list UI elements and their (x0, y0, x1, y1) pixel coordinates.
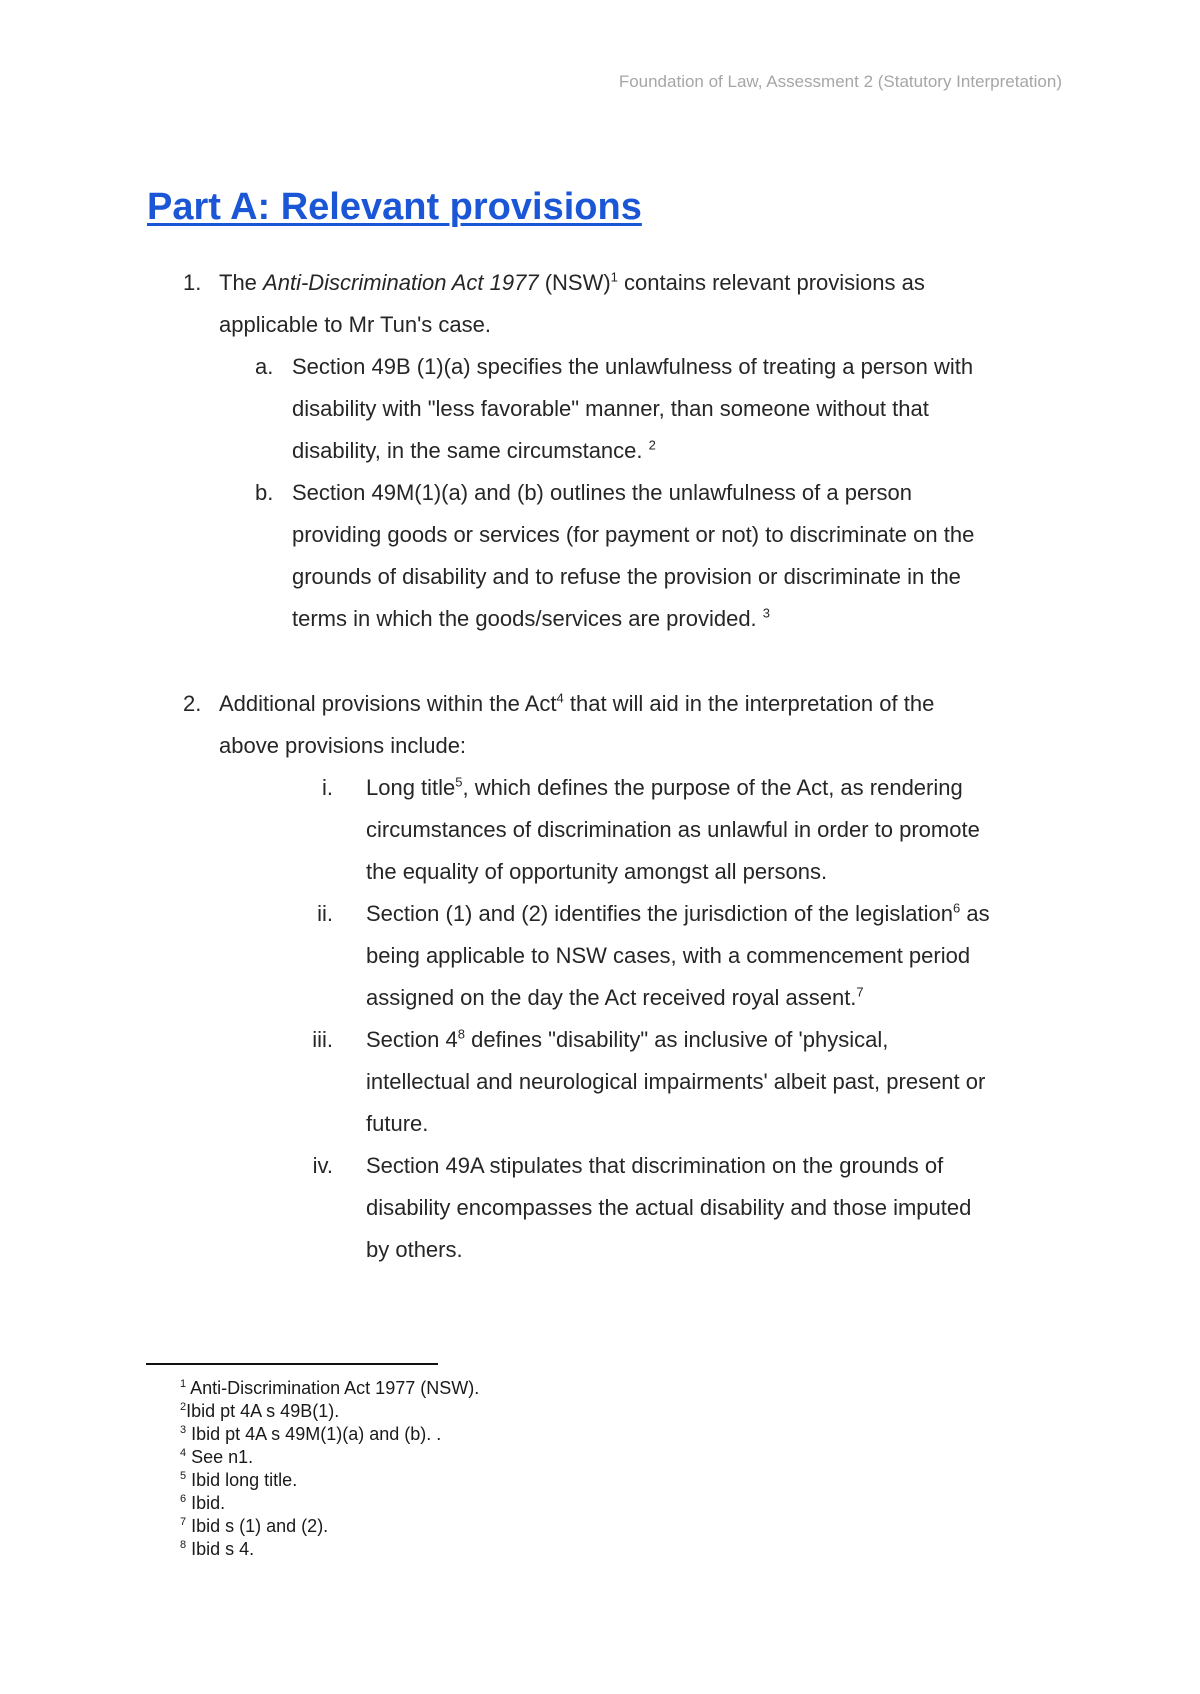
footnote: $^4$ See n1. (180, 1447, 254, 1467)
sub-item-iii: iii. Section $4^8$ defines "disability" as inclusive of 'physical, intellectual and neurological impairments' albeit past, present or future. (183, 1019, 1083, 1145)
footnote-ref[interactable]: 7 (856, 984, 864, 1000)
list-item-1 (183, 262, 1083, 640)
footnote: $^2$Ibid pt 4A s 49B(1). (180, 1401, 340, 1421)
footnote: $^6$ Ibid. (180, 1493, 226, 1513)
sub-item-i: i. Long title$^5$, which defines the purpose of the Act, as rendering circumstances of discrimination as unlawful in order to promote the equality of opportunity amongst all persons. (183, 767, 1083, 893)
sub-marker: ii. (317, 901, 333, 926)
item-2-line-1: Additional provisions within the Act$^4$ that will aid in the interpretation of the (219, 690, 935, 716)
item-1-line-2: applicable to Mr Tun's case. (219, 312, 492, 337)
footnote: $^1$ Anti-Discrimination Act 1977 (NSW). (180, 1378, 480, 1398)
sub-marker: iii. (312, 1027, 333, 1052)
footnote-ref[interactable]: 5 (455, 774, 463, 790)
footnote: $^3$ Ibid pt 4A s 49M(1)(a) and (b). . (180, 1424, 442, 1444)
page-title: Part A: Relevant provisions (147, 186, 642, 228)
page-header: Foundation of Law, Assessment 2 (Statutory Interpretation) (618, 72, 1062, 91)
act-title: Anti-Discrimination Act 1977 (263, 270, 539, 295)
sub-marker: iv. (312, 1153, 333, 1178)
footnote: $^8$ Ibid s 4. (180, 1539, 255, 1559)
footnote-ref[interactable]: 6 (953, 900, 961, 916)
item-2-line-2: above provisions include: (219, 733, 467, 758)
footnote-ref[interactable]: 8 (457, 1026, 465, 1042)
footnote-ref[interactable]: 4 (556, 690, 564, 706)
sub-marker: a. (255, 354, 274, 379)
footnote-ref[interactable]: 1 (610, 269, 618, 285)
footnote: $^7$ Ibid s (1) and (2). (180, 1516, 329, 1536)
sub-item-b: b. Section 49M(1)(a) and (b) outlines the unlawfulness of a person providing goods or services (for payment or not) to discriminate on the grounds of disability and to refuse the provision or discriminate in the terms in which the goods/services are provided. $^3$ (183, 472, 1083, 640)
footnotes (180, 1377, 479, 1561)
sub-item-iv: iv. Section 49A stipulates that discrimination on the grounds of disability encompasses the actual disability and those imputed by others. (183, 1145, 1083, 1271)
footnote-separator (146, 1363, 438, 1365)
footnote-ref[interactable]: 3 (762, 605, 771, 621)
footnote: $^5$ Ibid long title. (180, 1470, 298, 1490)
sub-item-a: a. Section 49B (1)(a) specifies the unlawfulness of treating a person with disability with "less favorable" manner, than someone without that disability, in the same circumstance. $^2$ (183, 346, 1083, 472)
sub-marker: i. (322, 775, 333, 800)
list-number: 2. (183, 691, 202, 716)
footnote-ref[interactable]: 2 (648, 437, 656, 453)
list-item-2 (183, 683, 1083, 1271)
list-number: 1. (183, 270, 202, 295)
sub-marker: b. (255, 480, 274, 505)
item-1-line-1: The Anti-Discrimination Act 1977 (NSW)$^1$ contains relevant provisions as (219, 269, 925, 295)
sub-item-ii: ii. Section (1) and (2) identifies the jurisdiction of the legislation$^6$ as being applicable to NSW cases, with a commencement period assigned on the day the Act received royal assent.$^7$ (183, 893, 1083, 1019)
